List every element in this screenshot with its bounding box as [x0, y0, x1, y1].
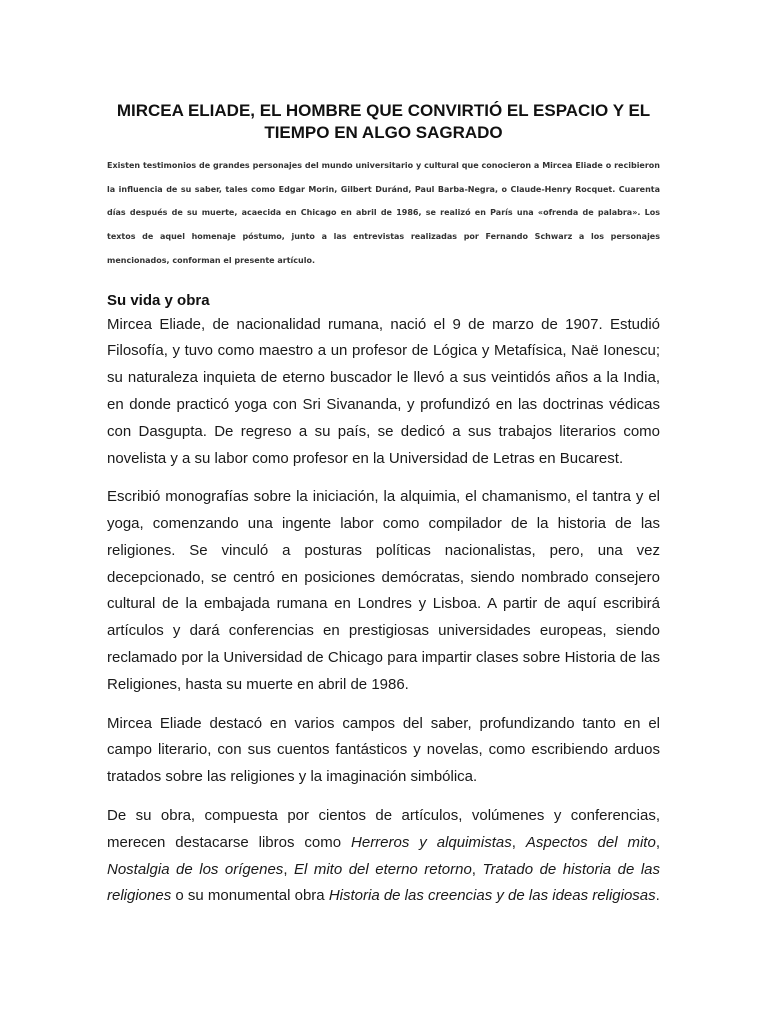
- article-abstract: Existen testimonios de grandes personajes del mundo universitario y cultural que conocieron a Mircea Eliade o recibieron la influencia de su saber, tales como Edgar Morin, Gilbert Duránd, Paul Barba-Negra, o Claude-Henry Rocquet. Cuarenta días después de su muerte, acaecida en Chicago en abril de 1986, se realizó en París una «ofrenda de palabra». Los textos de aquel homenaje póstumo, junto a las entrevistas realizadas por Fernando Schwarz a los personajes mencionados, conforman el presente artículo.: [107, 161, 660, 265]
- book-title: Tratado de historia de las religiones: [107, 860, 661, 905]
- period: .: [655, 887, 660, 905]
- document-page: [107, 0, 660, 910]
- paragraph-fields: Mircea Eliade destacó en varios campos del saber, profundizando tanto en el campo literario, con sus cuentos fantásticos y novelas, como escribiendo arduos tratados sobre las religiones y la imaginación simbólica.: [107, 714, 660, 786]
- paragraph-notable-books: [107, 803, 660, 910]
- books-intro-text: De su obra, compuesta por cientos de artículos, volúmenes y conferencias, merecen destacarse libros como: [107, 807, 660, 851]
- separator: ,: [511, 833, 526, 851]
- section-heading: Su vida y obra: [107, 291, 210, 309]
- book-title: Historia de las creencias y de las ideas religiosas: [328, 887, 656, 905]
- book-title: El mito del eterno retorno: [294, 860, 472, 878]
- book-title: Herreros y alquimistas: [351, 833, 512, 851]
- book-title: Aspectos del mito: [525, 833, 656, 851]
- article-title: MIRCEA ELIADE, EL HOMBRE QUE CONVIRTIÓ EL ESPACIO Y EL TIEMPO EN ALGO SAGRADO: [116, 101, 651, 142]
- paragraph-biography: Mircea Eliade, de nacionalidad rumana, nació el 9 de marzo de 1907. Estudió Filosofía, y tuvo como maestro a un profesor de Lógica y Metafísica, Naë Ionescu; su naturaleza inquieta de eterno buscador le llevó a sus veintidós años a la India, en donde practicó yoga con Sri Sivananda, y profundizó en las doctrinas védicas con Dasgupta. De regreso a su país, se dedicó a sus trabajos literarios como novelista y a su labor como profesor en la Universidad de Letras en Bucarest.: [107, 315, 660, 467]
- separator: ,: [283, 860, 294, 878]
- connector-text: o su monumental obra: [171, 887, 329, 905]
- book-title: Nostalgia de los orígenes: [107, 860, 284, 878]
- paragraph-works-career: Escribió monografías sobre la iniciación, la alquimia, el chamanismo, el tantra y el yoga, comenzando una ingente labor como compilador de la historia de las religiones. Se vinculó a posturas políticas nacionalistas, pero, una vez decepcionado, se centró en posiciones demócratas, siendo nombrado consejero cultural de la embajada rumana en Londres y Lisboa. A partir de aquí escribirá artículos y dará conferencias en prestigiosas universidades europeas, siendo reclamado por la Universidad de Chicago para impartir clases sobre Historia de las Religiones, hasta su muerte en abril de 1986.: [107, 488, 660, 693]
- separator: ,: [655, 833, 660, 851]
- separator: ,: [471, 860, 483, 878]
